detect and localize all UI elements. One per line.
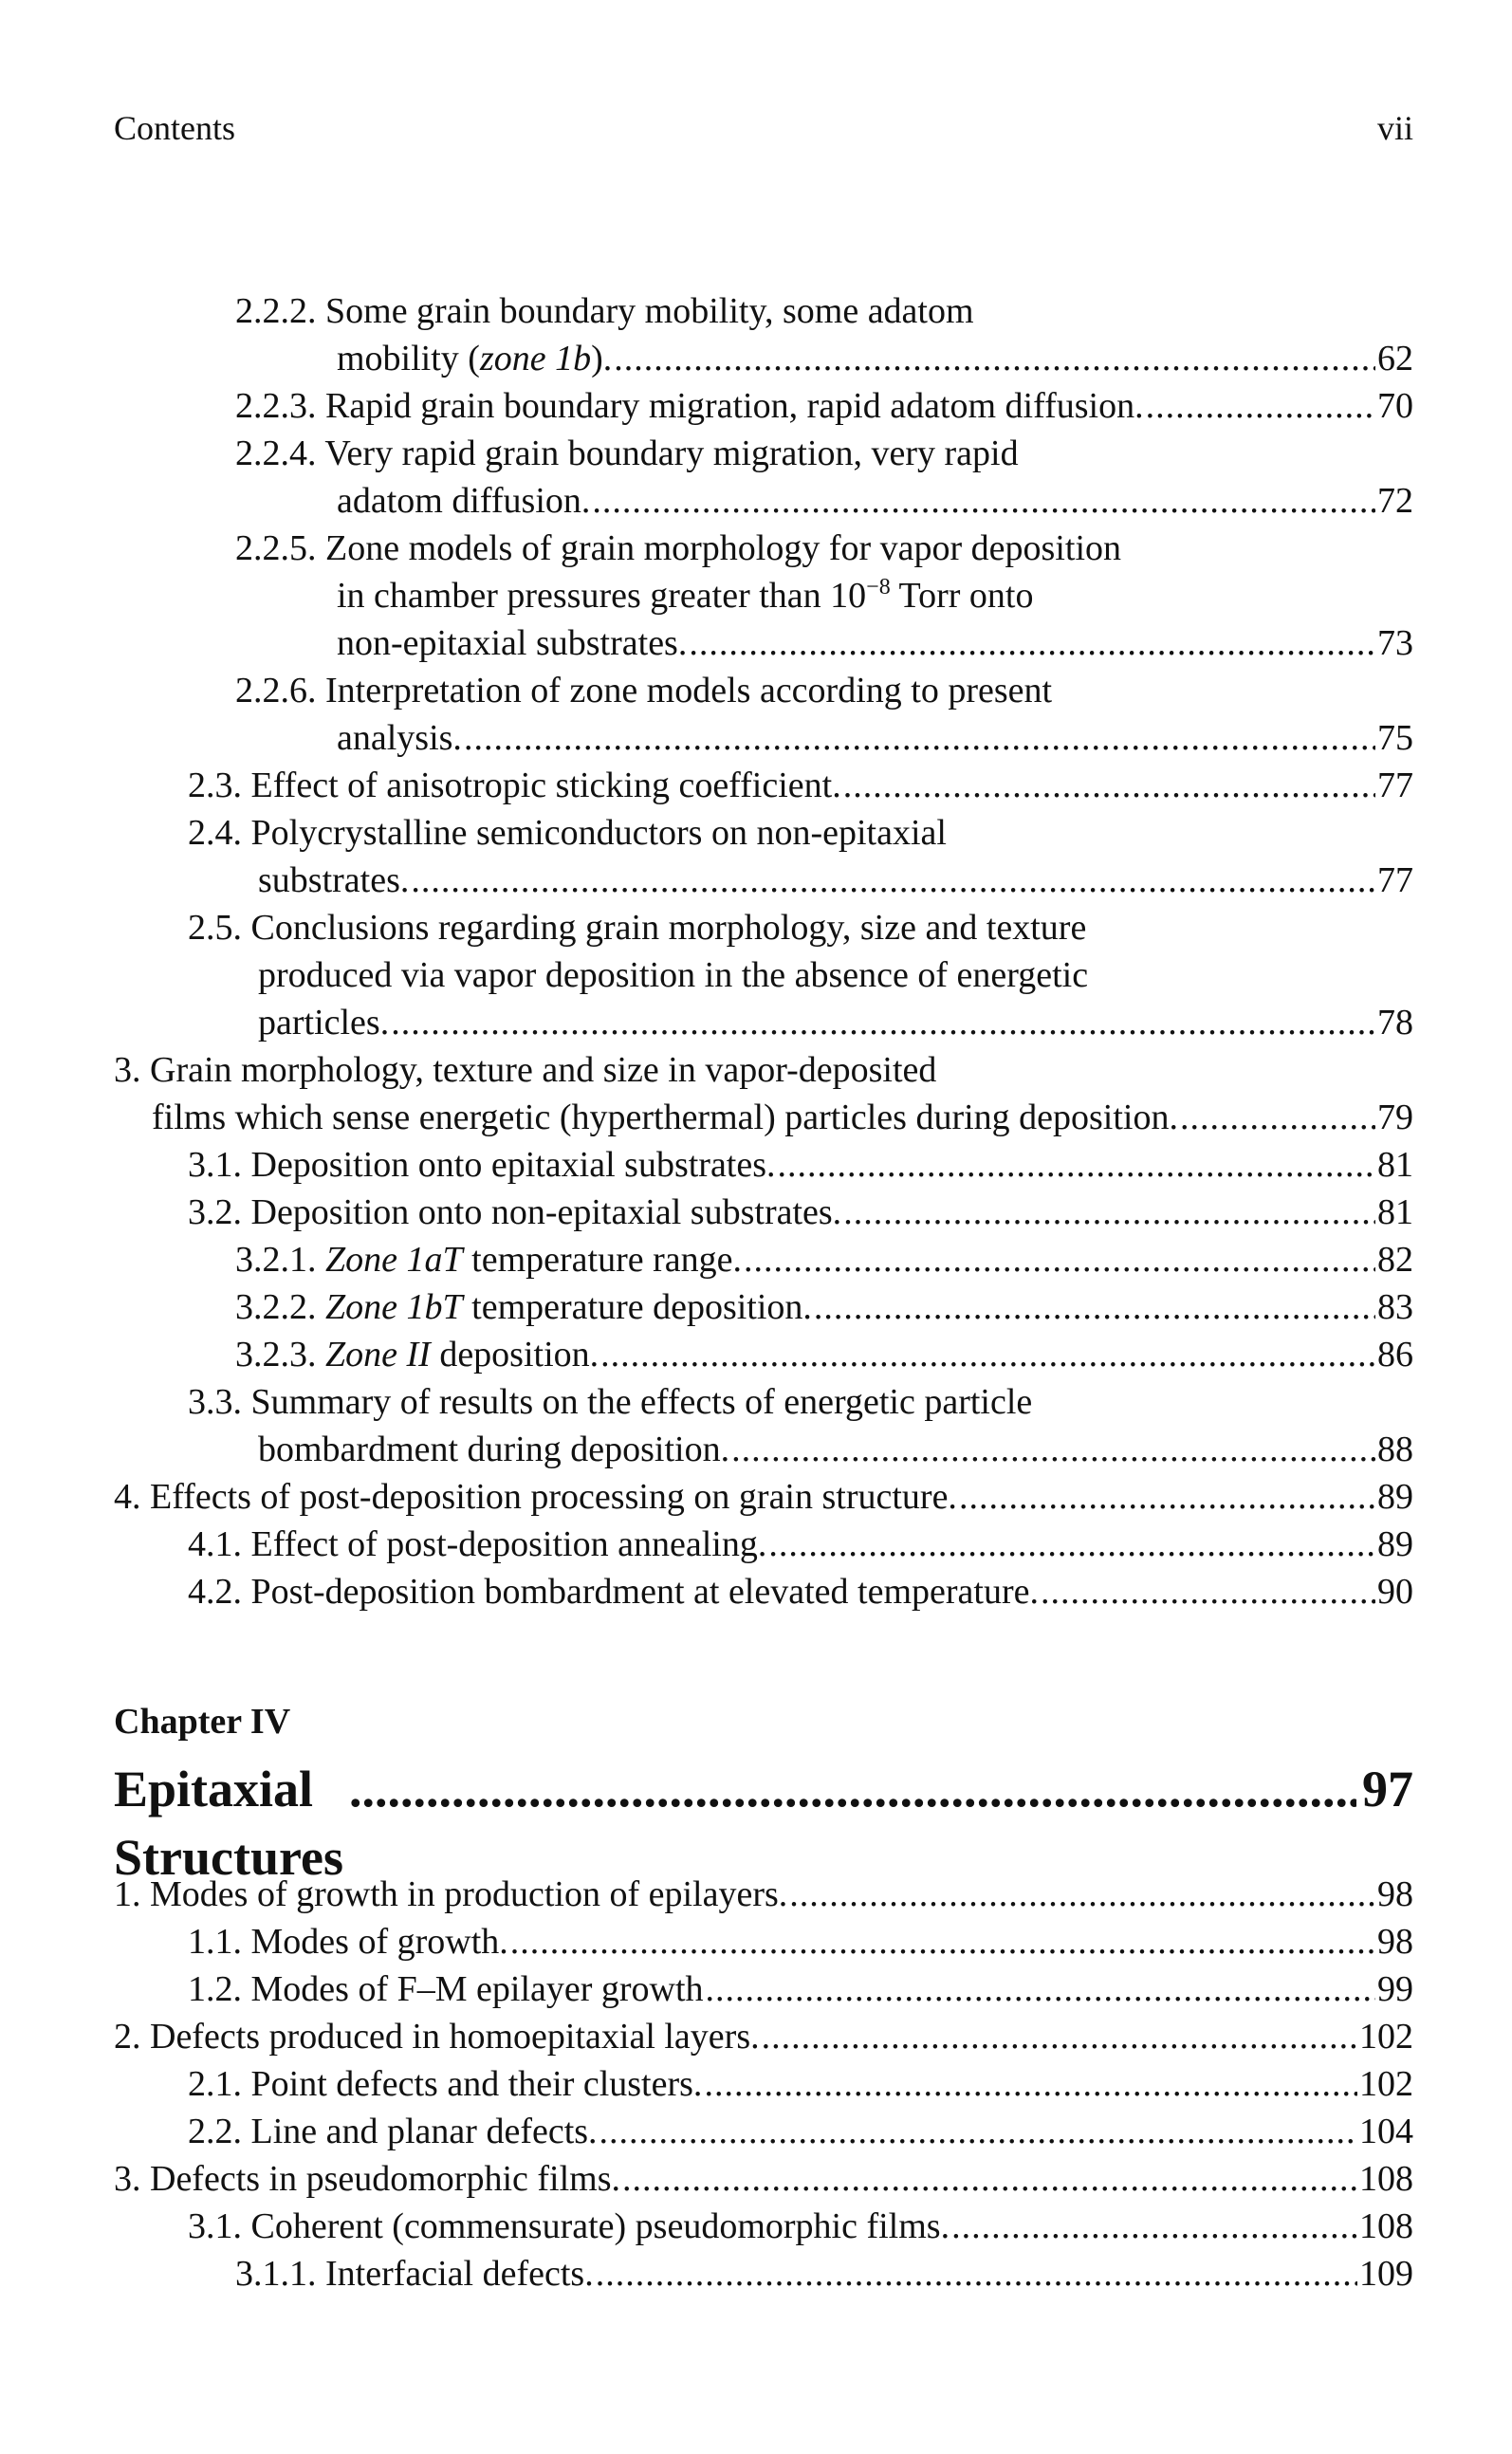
toc-entry-text: 3. Defects in pseudomorphic films. — [114, 2159, 621, 2199]
toc-page-ref: 81 — [1377, 1145, 1413, 1185]
toc-entry-line: 3. Grain morphology, texture and size in vapor-deposited — [114, 1050, 937, 1090]
dot-leader — [391, 999, 1375, 1046]
toc-entry[interactable] — [114, 1189, 1413, 1236]
toc-entry-text: 1. Modes of growth in production of epilayers. — [114, 1874, 788, 1914]
toc-entry-line: 2.4. Polycrystalline semiconductors on non-epitaxial — [188, 813, 947, 853]
running-head — [114, 104, 1413, 152]
toc-entry-last-line[interactable] — [114, 999, 1413, 1046]
toc-entry-last-line[interactable] — [114, 857, 1413, 904]
dot-leader — [599, 2108, 1357, 2155]
dot-leader — [789, 1871, 1375, 1918]
chapter-page-ref: 97 — [1362, 1761, 1413, 1817]
toc-page-ref: 62 — [1377, 339, 1413, 378]
dot-leader — [706, 1965, 1375, 2013]
toc-page-ref: 79 — [1377, 1098, 1413, 1137]
toc-entry-text: 3.2.2. Zone 1bT temperature deposition. — [235, 1287, 812, 1327]
toc-page-ref: 72 — [1377, 481, 1413, 521]
toc-entry-text: 3.2. Deposition onto non-epitaxial substrates. — [188, 1192, 842, 1232]
toc-entry-text: 2. Defects produced in homoepitaxial layers. — [114, 2017, 760, 2057]
toc-entry[interactable] — [114, 2060, 1413, 2108]
toc-entry-text: bombardment during deposition. — [258, 1430, 730, 1469]
toc-entry-line: 2.2.4. Very rapid grain boundary migration, very rapid — [235, 434, 1019, 473]
toc-entry-last-line[interactable] — [114, 1094, 1413, 1141]
toc-entry[interactable] — [114, 1473, 1413, 1521]
toc-entry-text: 2.1. Point defects and their clusters. — [188, 2064, 703, 2104]
toc-page-ref: 104 — [1359, 2112, 1413, 2151]
toc-entry[interactable] — [114, 1141, 1413, 1189]
toc-entry[interactable] — [114, 1568, 1413, 1615]
toc-entry-line: in chamber pressures greater than $10^{-8}$ Torr onto — [337, 575, 1034, 616]
toc-block-chapter-iv — [114, 1871, 1413, 2297]
toc-entry[interactable] — [114, 2108, 1413, 2155]
dot-leader — [592, 477, 1375, 525]
toc-page-ref: 70 — [1377, 386, 1413, 426]
toc-entry-text: Some grain boundary mobility, some adatom — [325, 291, 974, 331]
toc-entry[interactable] — [114, 2250, 1413, 2297]
toc-page-ref: 77 — [1377, 860, 1413, 900]
toc-entry-text: 1.1. Modes of growth. — [188, 1922, 508, 1962]
toc-entry[interactable] — [114, 1236, 1413, 1283]
toc-page-ref: 108 — [1359, 2206, 1413, 2246]
toc-entry-text: 3.1.1. Interfacial defects. — [235, 2254, 594, 2294]
toc-entry-last-line[interactable] — [114, 335, 1413, 382]
toc-block-chapter-iii-continued — [114, 287, 1413, 1615]
toc-entry-last-line[interactable] — [114, 477, 1413, 525]
toc-page-ref: 75 — [1377, 718, 1413, 758]
toc-entry-text: particles. — [258, 1003, 390, 1042]
toc-page-ref: 99 — [1377, 1969, 1413, 2009]
toc-page-ref: 81 — [1377, 1192, 1413, 1232]
toc-entry-text: analysis. — [337, 718, 462, 758]
dot-leader — [1146, 382, 1375, 430]
dot-leader — [1041, 1568, 1375, 1615]
toc-entry-text: 3.1. Coherent (commensurate) pseudomorphic films. — [188, 2206, 950, 2246]
toc-entry-number: 2.2.2. — [235, 291, 317, 331]
toc-entry-line: 2.5. Conclusions regarding grain morphology, size and texture — [188, 908, 1087, 948]
toc-entry[interactable] — [114, 1871, 1413, 1918]
toc-page-ref: 98 — [1377, 1874, 1413, 1914]
toc-entry-text: mobility (zone 1b). — [337, 339, 613, 378]
dot-leader — [843, 1189, 1375, 1236]
toc-entry[interactable] — [114, 1331, 1413, 1378]
toc-page-ref: 102 — [1359, 2017, 1413, 2057]
toc-entry[interactable] — [114, 2013, 1413, 2060]
toc-entry-text: 3.2.3. Zone II deposition. — [235, 1335, 599, 1375]
toc-entry-text: adatom diffusion. — [337, 481, 591, 521]
toc-page-ref: 98 — [1377, 1922, 1413, 1962]
dot-leader — [951, 2203, 1357, 2250]
toc-page-ref: 83 — [1377, 1287, 1413, 1327]
toc-entry[interactable] — [114, 2203, 1413, 2250]
toc-page-ref: 88 — [1377, 1430, 1413, 1469]
toc-entry[interactable] — [114, 1283, 1413, 1331]
toc-entry-last-line[interactable] — [114, 619, 1413, 667]
dot-leader — [464, 714, 1375, 762]
dot-leader — [689, 619, 1375, 667]
dot-leader — [959, 1473, 1375, 1521]
toc-entry[interactable] — [114, 1918, 1413, 1965]
toc-entry-text: substrates. — [258, 860, 410, 900]
dot-leader — [704, 2060, 1357, 2108]
page-number: vii — [1376, 109, 1413, 147]
toc-entry-last-line[interactable] — [114, 714, 1413, 762]
dot-leader — [1180, 1094, 1375, 1141]
toc-entry-text: 4. Effects of post-deposition processing on grain structure. — [114, 1477, 957, 1517]
chapter-title-entry[interactable] — [114, 1755, 1413, 1886]
toc-entry-last-line[interactable] — [114, 1426, 1413, 1473]
dot-leader — [762, 2013, 1357, 2060]
toc-page-ref: 90 — [1377, 1572, 1413, 1612]
chapter-label: Chapter IV — [114, 1702, 291, 1742]
dot-leader — [510, 1918, 1375, 1965]
dot-leader — [622, 2155, 1357, 2203]
toc-entry-text: 1.2. Modes of F–M epilayer growth — [188, 1969, 704, 2009]
chapter-title: Epitaxial Structures — [114, 1761, 343, 1886]
toc-entry[interactable] — [114, 762, 1413, 809]
toc-page-ref: 89 — [1377, 1524, 1413, 1564]
dot-leader — [744, 1236, 1375, 1283]
dot-leader — [349, 1755, 1356, 1823]
toc-entry-text: 2.2.3. Rapid grain boundary migration, rapid adatom diffusion. — [235, 386, 1144, 426]
dot-leader — [814, 1283, 1375, 1331]
toc-entry[interactable] — [114, 2155, 1413, 2203]
dot-leader — [596, 2250, 1357, 2297]
dot-leader — [778, 1141, 1375, 1189]
toc-page-ref: 86 — [1377, 1335, 1413, 1375]
toc-page-ref: 82 — [1377, 1240, 1413, 1280]
toc-page-ref: 73 — [1377, 623, 1413, 663]
toc-entry-text: 3.2.1. Zone 1aT temperature range. — [235, 1240, 742, 1280]
dot-leader — [843, 762, 1375, 809]
toc-entry-text: 4.2. Post-deposition bombardment at elevated temperature. — [188, 1572, 1039, 1612]
dot-leader — [768, 1521, 1375, 1568]
dot-leader — [600, 1331, 1375, 1378]
toc-page-ref: 102 — [1359, 2064, 1413, 2104]
toc-page-ref: 109 — [1359, 2254, 1413, 2294]
toc-page-ref: 78 — [1377, 1003, 1413, 1042]
toc-page-ref: 108 — [1359, 2159, 1413, 2199]
toc-entry-text: non-epitaxial substrates. — [337, 623, 688, 663]
toc-entry-line: 2.2.5. Zone models of grain morphology for vapor deposition — [235, 528, 1122, 568]
toc-entry[interactable] — [114, 1965, 1413, 2013]
toc-entry-line — [114, 287, 1413, 335]
toc-entry-text: films which sense energetic (hyperthermal) particles during deposition. — [152, 1098, 1178, 1137]
toc-entry-text: 2.2. Line and planar defects. — [188, 2112, 598, 2151]
toc-entry-line: 3.3. Summary of results on the effects of energetic particle — [188, 1382, 1033, 1422]
toc-entry-line: produced via vapor deposition in the absence of energetic — [258, 955, 1089, 995]
chapter-heading — [114, 1698, 1413, 1886]
toc-entry-text: 2.3. Effect of anisotropic sticking coefficient. — [188, 766, 841, 805]
toc-page-ref: 89 — [1377, 1477, 1413, 1517]
dot-leader — [731, 1426, 1375, 1473]
toc-entry-line: 2.2.6. Interpretation of zone models according to present — [235, 671, 1053, 710]
toc-page-ref: 77 — [1377, 766, 1413, 805]
running-head-title: Contents — [114, 109, 236, 147]
toc-entry-text: 3.1. Deposition onto epitaxial substrates. — [188, 1145, 776, 1185]
dot-leader — [614, 335, 1375, 382]
dot-leader — [411, 857, 1375, 904]
toc-entry[interactable] — [114, 1521, 1413, 1568]
toc-entry-text: 4.1. Effect of post-deposition annealing. — [188, 1524, 767, 1564]
toc-entry[interactable] — [114, 382, 1413, 430]
document-page — [114, 0, 1413, 2454]
